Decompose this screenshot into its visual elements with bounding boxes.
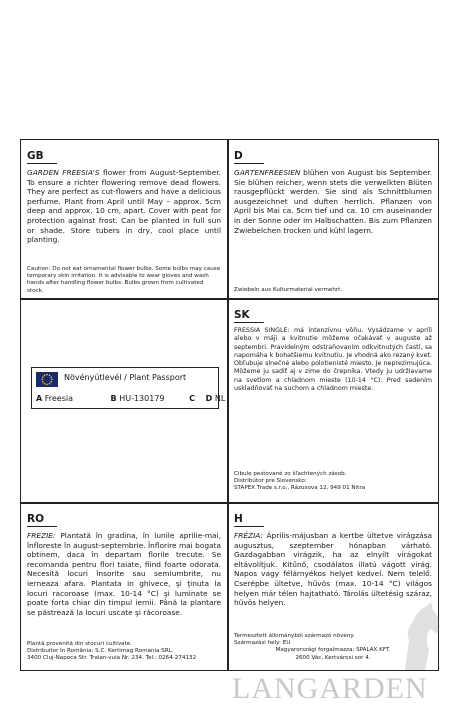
sk-footer-line: Distribútor pre Slovensko: (234, 478, 307, 485)
plant-passport (31, 367, 226, 409)
gb-text: flower from August-September. To ensure a richter flowering remove dead flowers. They are perfect as cut-flowers and have a delicious perfume. Plant from April until May – approx. 5cm deep and approx. 10 cm, apart. Cover with peat for protection against frost. Can be planted in full sun or shade. Store tubers in dry, cool place until planting. (27, 168, 221, 245)
hu-description (234, 531, 432, 608)
label-grid (20, 139, 439, 671)
de-description (234, 168, 432, 235)
passport-b-label: B (110, 394, 117, 403)
de-text: blühen von August bis September. Sie blühen reicher, wenn stets die verwelkten Blüten rausgepflückt werden. Sie sind als Schnittblumen ausgezeichnet und duften herrlich. Pflanzen von April bis Mai ca. 5cm tief und ca. 10 cm auseinander in der Sonne oder im Halbschatten. Bis zum Pflanzen Zwiebelchen trocken und kühl lagern. (234, 168, 432, 235)
passport-d-value: NL (214, 394, 226, 403)
ro-footer (27, 641, 221, 663)
passport-fields (36, 394, 225, 403)
sk-footer (234, 471, 432, 493)
section-gb (21, 140, 227, 298)
de-lead: GARTENFREESIEN (234, 168, 301, 177)
sk-footer-line: STAPEX Trade s.r.o., Rázusova 12, 949 01 Nitra (234, 485, 366, 492)
horse-logo-icon (395, 600, 443, 672)
language-code-de: D (234, 150, 264, 164)
passport-d-label: D (205, 394, 213, 403)
gb-lead: GARDEN FREESIA'S (27, 168, 100, 177)
hu-footer-line: Magyarországi forgalmazza: SPALAX KFT. (275, 647, 391, 654)
language-code-gb: GB (27, 150, 57, 164)
de-footer: Zwiebeln aus Kulturmaterial vermehrt. (234, 287, 343, 293)
ro-description (27, 531, 221, 617)
section-passport (21, 299, 227, 502)
hu-lead: FRÉZIA: (234, 531, 263, 540)
language-code-sk: SK (234, 309, 264, 323)
passport-a-label: A (36, 394, 43, 403)
section-ro (21, 503, 227, 670)
passport-title: Növényútlevél / Plant Passport (64, 373, 187, 382)
ro-footer-line: Distribuitor în România: S.C. Kertimag Romania SRL. (27, 648, 174, 655)
section-de (228, 140, 438, 298)
passport-b-value: HU-130179 (119, 394, 165, 403)
ro-text: Plantată în gradina, în lunile aprilie-mai, înfloreste în august-septembrie. Înflorire mai bogata obtinem, daca în departam florile trecute. Se recomanda pentru flori taiate, fiind foarte odorata. Necesită locuri însorite sau semiumbrite, nu ierneaza afara. Plantata in ghivece, şi ţinuta la locuri racoroase (max. 10-14 °C) şi luminate se poate forta chiar din timpul iernii. Până la plantare se păstrează la locuri uscate şi răcoroase. (27, 531, 221, 617)
hu-footer-line: Származási hely: EU (234, 640, 291, 647)
brand-watermark: LANGARDEN (232, 672, 428, 705)
hu-text: Április-májusban a kertbe ültetve virágzása augusztus, szeptember hónapban várható. Gazdagabban virágzik, ha az elnyílt virágokat eltávolítjuk. Kitűnő, csodálatos illatú vágott virág. Napos vagy félárnyékos helyet kedvel. Nem telelő. Cserépbe ültetve, hűvös (max. 10-14 °C) világos helyen már télen hajtatható. Tárolás ültetésig száraz, hűvös helyen. (234, 531, 432, 608)
ro-footer-line: 3400 Cluj-Napoca Str. Traian-vuia Nr. 234. Tel.: 0264-274132 (27, 655, 197, 662)
language-code-ro: RO (27, 513, 57, 527)
sk-footer-line: Cibule pestované zo šľachtených zásob. (234, 471, 347, 477)
ro-footer-line: Plantă provenită din stocuri cultivate. (27, 641, 132, 647)
section-sk (228, 299, 438, 502)
passport-c-label: C (189, 394, 195, 403)
passport-a-value: Freesia (44, 394, 74, 403)
language-code-hu: H (234, 513, 264, 527)
gb-description (27, 168, 221, 245)
ro-lead: FREZIE: (27, 531, 56, 540)
hu-footer-line: 2600 Vác, Kertvárosi sor 4. (295, 654, 371, 661)
sk-description: FRESSIA SINGLE: má intenzívnu vôňu. Vysádzame v apríli alebo v máji a kvitnutie môžeme očakávať v auguste až septembri. Pravidelným odstraňovaním odkvitnutých častí, sa napomáha k bohatšiemu kvitnutiu. Je vhodná ako rezaný kvet. Obľubuje slnečné alebo polotienisté miesto. Je neprezimujúca. Môžeme ju sadiť aj v zime do črepníka. Vtedy ju udržiavame na svetlom a chladnom mieste (10-14 °C). Pred sadením uskladňovať na suchom a chladnom mieste. (234, 327, 432, 393)
hu-footer-line: Termesztett állományból származó növény. (234, 633, 355, 639)
eu-flag-icon (36, 372, 58, 387)
gb-caution: Caution: Do not eat ornamental flower bulbs. Some bulbs may cause temporary skin irritation. It is advisable to wear gloves and wash hands after handling flower bulbs. Bulbs grown from cultivated stock. (27, 266, 221, 294)
